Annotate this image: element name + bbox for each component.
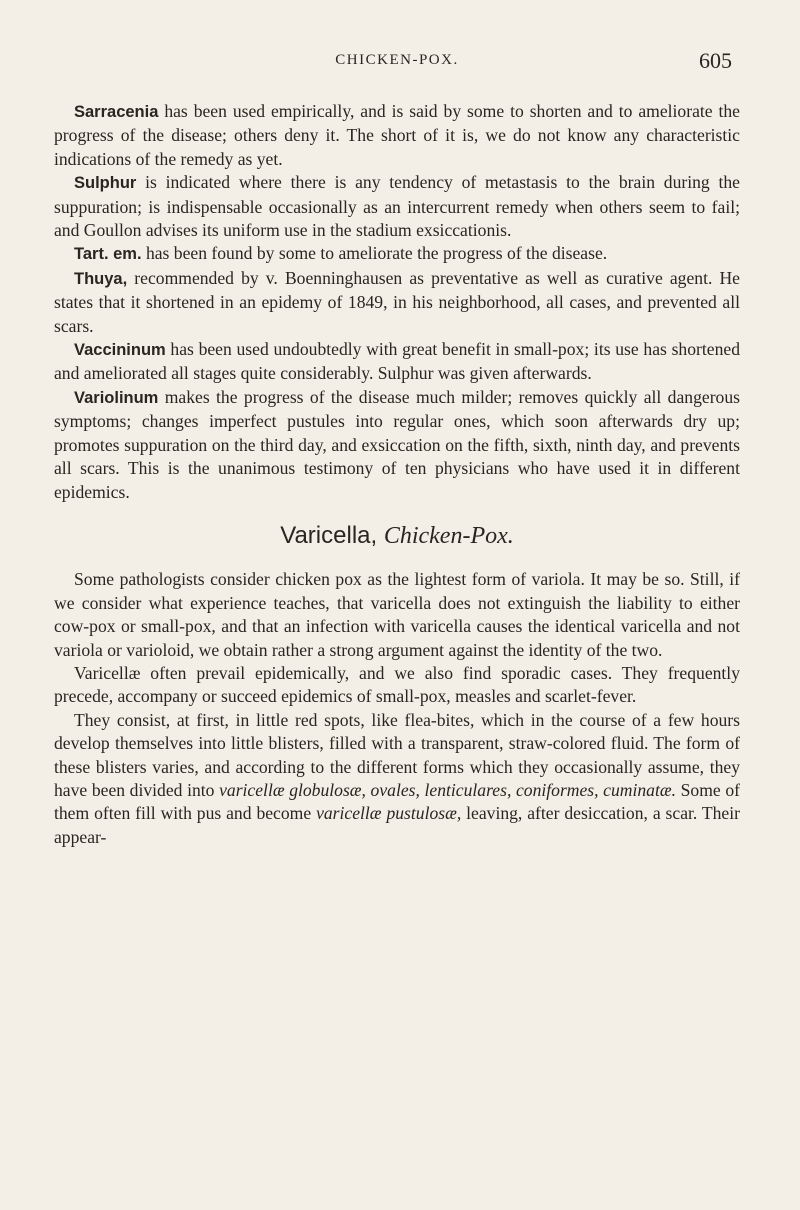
remedy-name: Thuya, xyxy=(74,269,128,288)
paragraph-vaccininum xyxy=(54,338,740,386)
page-header xyxy=(54,48,740,78)
paragraph-sarracenia xyxy=(54,100,740,171)
paragraph-thuya xyxy=(54,267,740,338)
text-run: They consist, at first, in little red spots, like flea-bites, which in the course of a few hours develop themselves into little blisters, filled with a transparent, straw-colored fluid. The form of these blisters varies, and according to the different forms which they occasionally assume, they have been divided into xyxy=(54,709,740,800)
remedy-name: Sulphur xyxy=(74,174,137,193)
remedy-text: has been used undoubtedly with great benefit in small-pox; its use has shortened and ameliorated all stages quite considerably. Sulphur was given afterwards. xyxy=(54,339,740,384)
remedy-name: Vaccininum xyxy=(74,341,166,360)
text-run: leaving, after desiccation, a scar. Their appear- xyxy=(54,803,740,847)
paragraph-varicella-3 xyxy=(54,709,740,849)
remedy-text: recommended by v. Boenninghausen as preventative as well as curative agent. He states that it shortened in an epidemy of 1849, in his neighborhood, all cases, and prevented all scars. xyxy=(54,267,740,336)
remedy-name: Variolinum xyxy=(74,388,159,407)
section-heading-main: Varicella, xyxy=(280,521,384,549)
page-number: 605 xyxy=(699,48,732,73)
remedy-name: Tart. em. xyxy=(74,245,142,264)
remedy-text: has been found by some to ameliorate the progress of the disease. xyxy=(141,243,608,264)
paragraph-varicella-1: Some pathologists consider chicken pox as the lightest form of variola. It may be so. Still, if we consider what experience teaches, that varicella does not extinguish the liability to either cow-pox or small-pox, and that an infection with varicella causes the identical varicella and not variola or varioloid, we obtain rather a strong argument against the identity of the two. xyxy=(54,569,740,660)
paragraph-tart-em xyxy=(54,242,740,266)
running-head: CHICKEN-POX. xyxy=(335,52,459,68)
italic-run: varicellæ globulosæ, ovales, lenticulares, coniformes, cuminatæ. xyxy=(219,779,676,800)
italic-run: varicellæ pustulosæ, xyxy=(316,803,462,824)
paragraph-varicella-2: Varicellæ often prevail epidemically, and we also find sporadic cases. They frequently precede, accompany or succeed epidemics of small-pox, measles and scarlet-fever. xyxy=(54,662,740,707)
section-heading xyxy=(54,521,740,549)
paragraph-variolinum xyxy=(54,386,740,504)
section-heading-italic: Chicken-Pox. xyxy=(383,522,514,549)
text-run: Some of them often fill with pus and become xyxy=(54,779,740,824)
body-text xyxy=(54,100,740,849)
remedy-text: is indicated where there is any tendency of metastasis to the brain during the suppuration; is indispensable occasionally as an intercurrent remedy when others seem to fail; and Goullon advises its uniform use in the stadium exsiccationis. xyxy=(54,172,740,241)
remedy-text: makes the progress of the disease much milder; removes quickly all dangerous symptoms; changes imperfect pustules into regular ones, which soon afterwards dry up; promotes suppuration on the third day, and exsiccation on the fifth, sixth, ninth day, and prevents all scars. This is the unanimous testimony of ten physicians who have used it in different epidemics. xyxy=(54,386,740,502)
remedy-text: has been used empirically, and is said by some to shorten and to ameliorate the progress of the disease; others deny it. The short of it is, we do not know any characteristic indications of the remedy as yet. xyxy=(54,101,740,169)
remedy-name: Sarracenia xyxy=(74,103,159,121)
paragraph-sulphur xyxy=(54,171,740,242)
